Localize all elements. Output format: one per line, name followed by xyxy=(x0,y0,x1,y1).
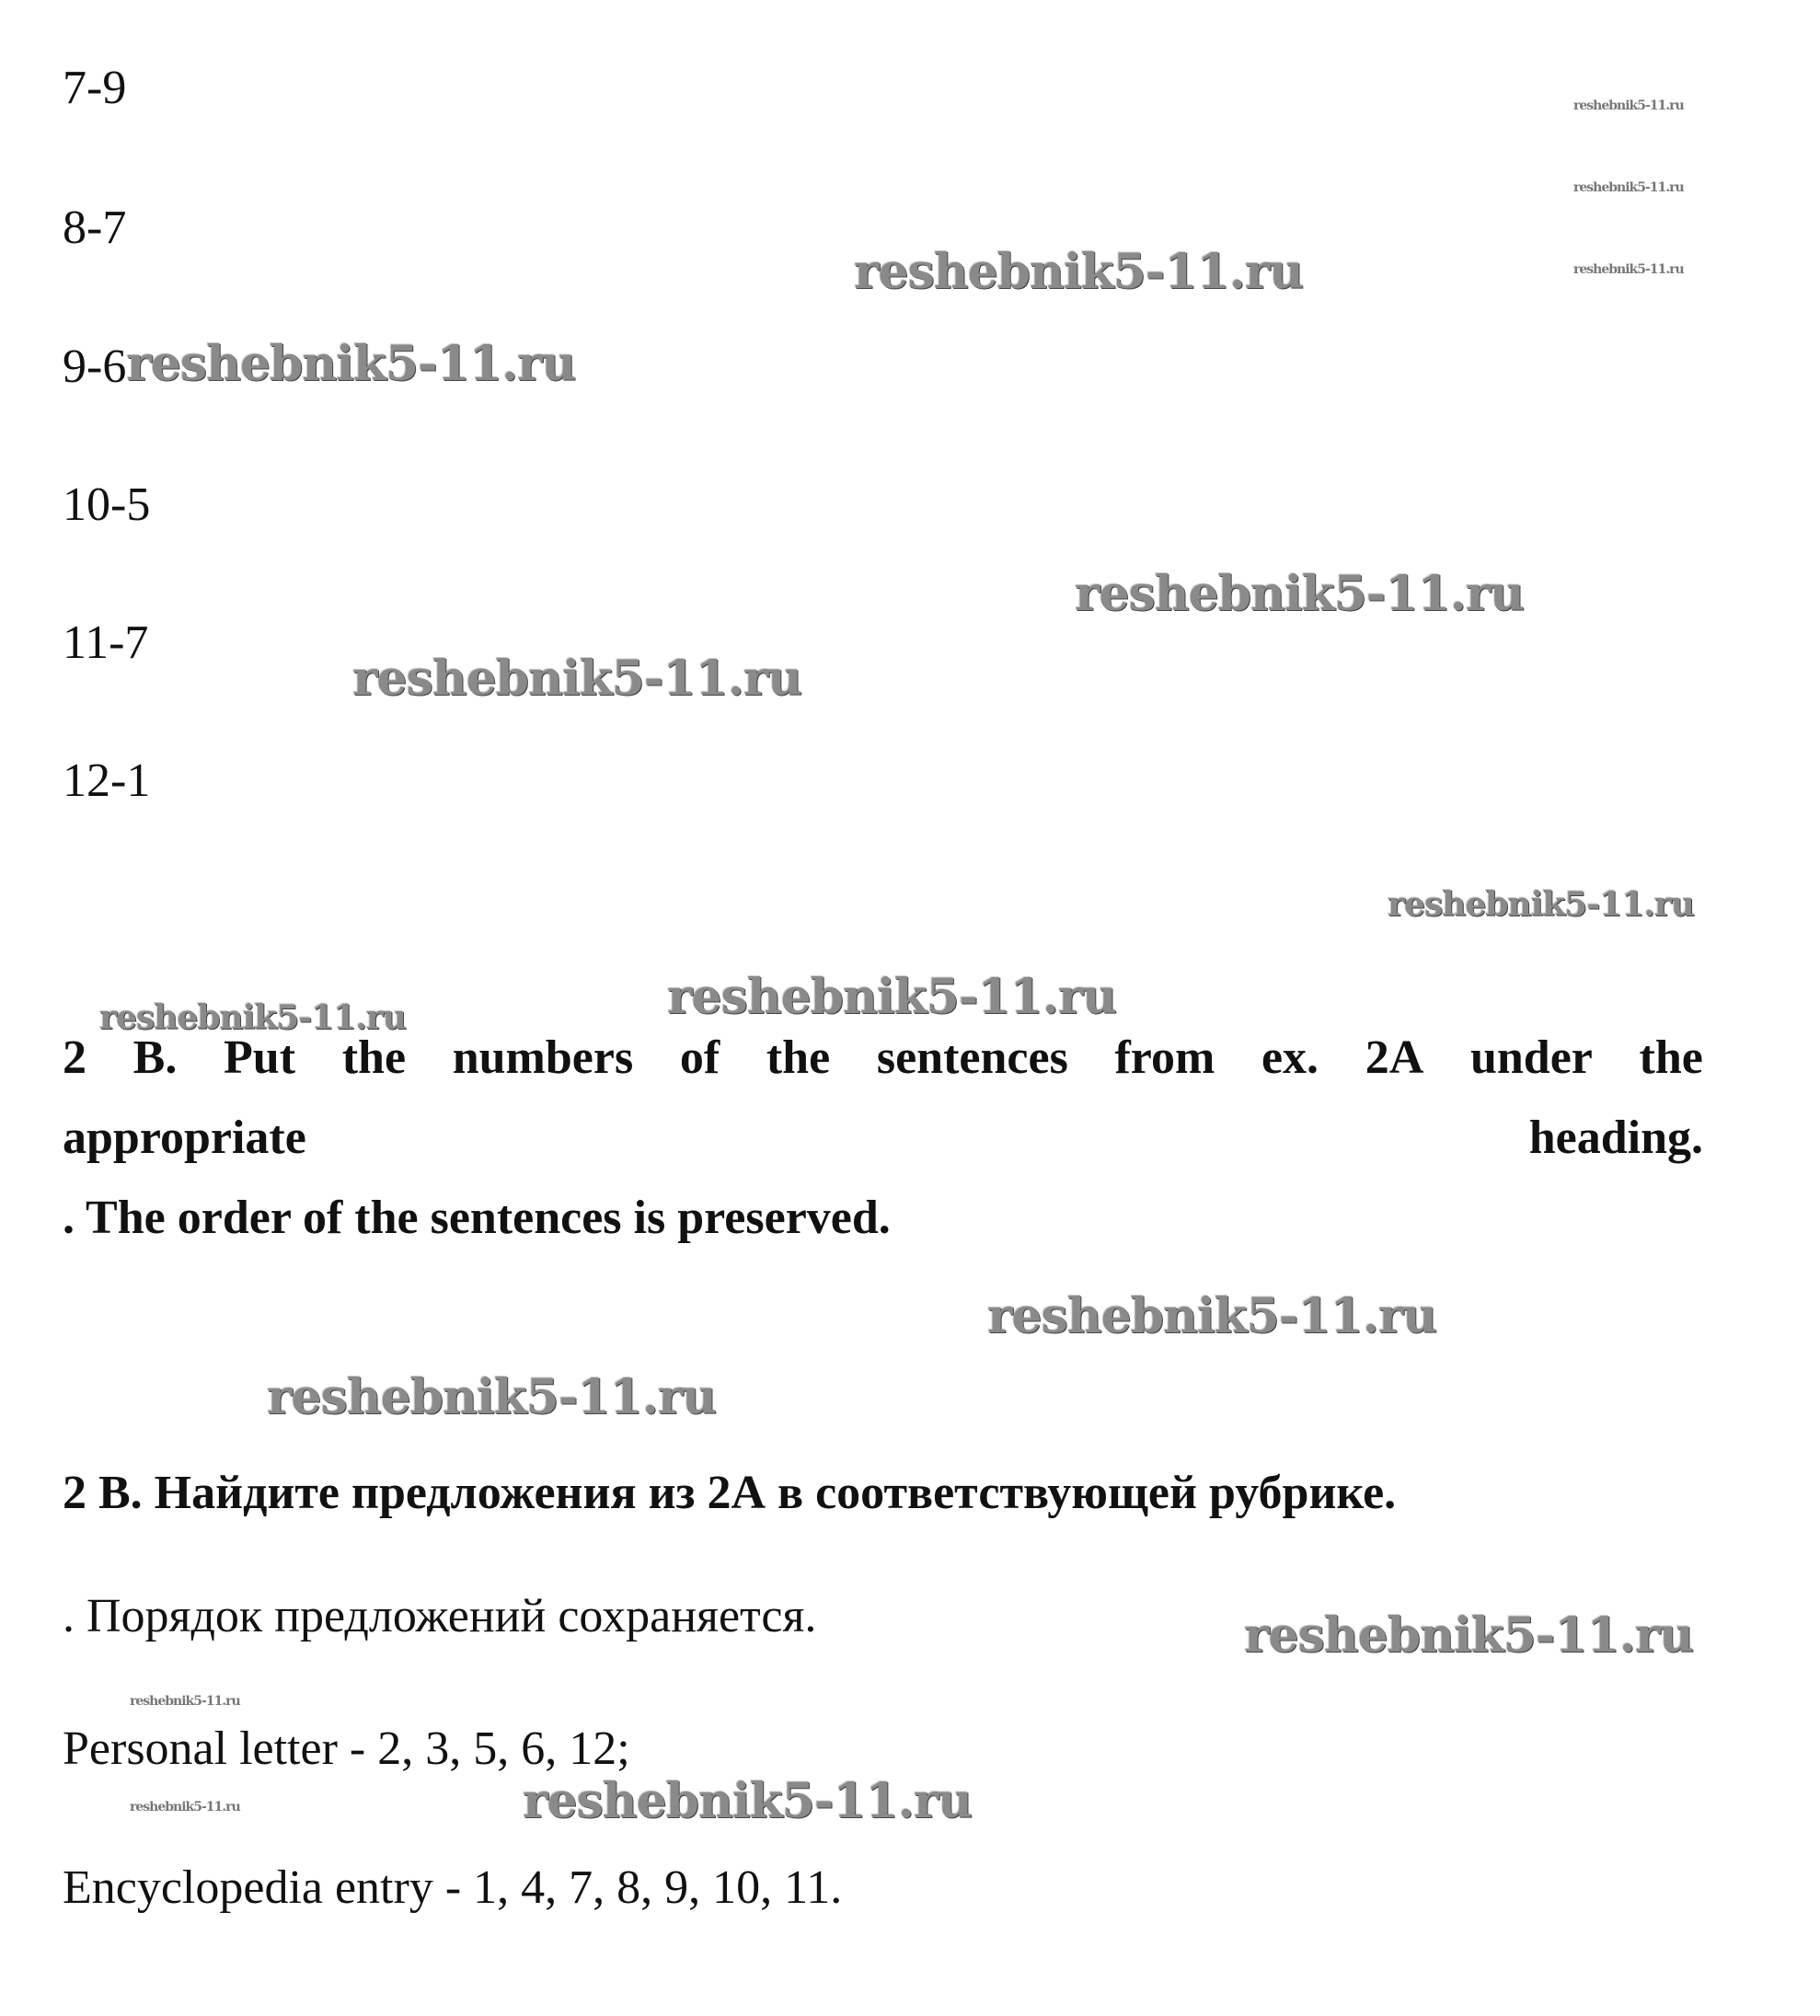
heading-word: Put xyxy=(224,1031,296,1084)
russian-task-heading: 2 B. Найдите предложения из 2А в соответствующей рубрике. xyxy=(63,1467,1397,1519)
watermark: reshebnik5-11.ru xyxy=(1573,98,1684,113)
watermark: reshebnik5-11.ru xyxy=(130,1694,240,1709)
answer-line: 8-7 xyxy=(63,202,127,254)
heading-word: 2 xyxy=(63,1031,86,1084)
answer-line: 12-1 xyxy=(63,755,151,807)
heading-word: heading. xyxy=(1528,1112,1703,1164)
heading-word: 2A xyxy=(1365,1031,1424,1084)
russian-note: . Порядок предложений сохраняется. xyxy=(63,1590,817,1642)
watermark: reshebnik5-11.ru xyxy=(99,998,406,1037)
answer-line: 11-7 xyxy=(63,616,149,669)
encyclopedia-entry-result: Encyclopedia entry - 1, 4, 7, 8, 9, 10, 11. xyxy=(63,1861,843,1914)
task-heading-line-1 xyxy=(63,1031,1703,1084)
heading-word: appropriate xyxy=(63,1112,306,1164)
heading-word: the xyxy=(341,1031,407,1084)
heading-word: B. xyxy=(132,1031,178,1084)
answer-line xyxy=(63,336,576,393)
watermark: reshebnik5-11.ru xyxy=(352,651,802,707)
watermark: reshebnik5-11.ru xyxy=(1573,262,1684,277)
watermark: reshebnik5-11.ru xyxy=(1244,1607,1694,1664)
answer-line: 10-5 xyxy=(63,478,151,531)
watermark: reshebnik5-11.ru xyxy=(1388,885,1694,924)
answer-line: 7-9 xyxy=(63,62,127,114)
watermark: reshebnik5-11.ru xyxy=(854,244,1304,300)
heading-word: sentences xyxy=(876,1031,1068,1084)
watermark: reshebnik5-11.ru xyxy=(1075,566,1525,622)
heading-word: the xyxy=(1639,1031,1703,1084)
watermark: reshebnik5-11.ru xyxy=(1573,180,1684,195)
watermark: reshebnik5-11.ru xyxy=(126,336,576,392)
heading-word: under xyxy=(1469,1031,1593,1084)
watermark: reshebnik5-11.ru xyxy=(130,1800,240,1814)
heading-word: ex. xyxy=(1261,1031,1319,1084)
watermark: reshebnik5-11.ru xyxy=(987,1288,1437,1344)
task-heading-line-3: . The order of the sentences is preserved. xyxy=(63,1192,891,1244)
personal-letter-result: Personal letter - 2, 3, 5, 6, 12; xyxy=(63,1722,630,1775)
heading-word: from xyxy=(1114,1031,1215,1084)
heading-word: of xyxy=(679,1031,720,1084)
answer-label: 9-6 xyxy=(63,340,127,393)
heading-word: numbers xyxy=(452,1031,634,1084)
heading-word: the xyxy=(766,1031,831,1084)
watermark: reshebnik5-11.ru xyxy=(267,1369,717,1425)
watermark: reshebnik5-11.ru xyxy=(523,1773,973,1829)
task-heading-line-2 xyxy=(63,1114,1703,1162)
watermark: reshebnik5-11.ru xyxy=(667,969,1117,1025)
